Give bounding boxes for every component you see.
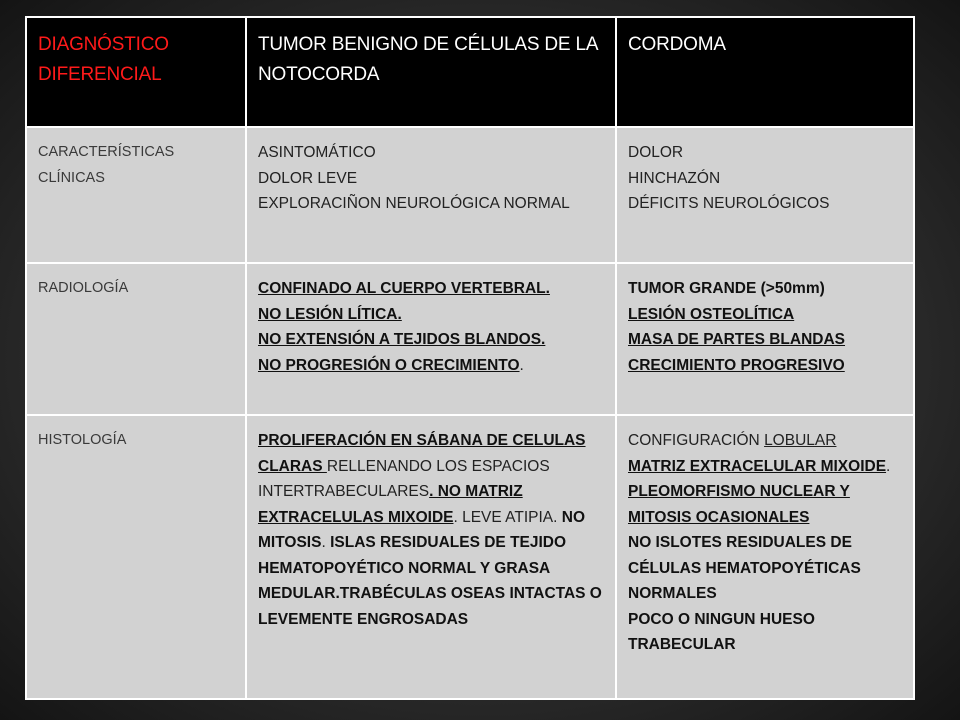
list-item: TUMOR GRANDE (>50mm) (628, 280, 825, 297)
cell-benign-radiologia (246, 263, 616, 415)
text-segment: NO MITOSIS (258, 508, 585, 551)
row-label-radiologia: RADIOLOGÍA (26, 263, 246, 415)
list-item (628, 454, 903, 480)
header-cordoma: CORDOMA (616, 17, 914, 127)
text-segment: . NO MATRIZ EXTRACELULAS MIXOIDE (258, 483, 523, 526)
cell-cordoma-histologia (616, 415, 914, 699)
list-item (628, 428, 903, 454)
list-item: ASINTOMÁTICO (258, 144, 376, 161)
differential-diagnosis-table (25, 16, 915, 700)
list-item: EXPLORACIÑON NEUROLÓGICA NORMAL (258, 195, 570, 212)
text-segment: . LEVE ATIPIA. (453, 508, 562, 526)
table-row (26, 415, 914, 699)
row-label-histologia: HISTOLOGÍA (26, 415, 246, 699)
text-segment: RELLENANDO LOS ESPACIOS INTERTRABECULARES (258, 457, 550, 500)
cell-cordoma-radiologia (616, 263, 914, 415)
text-segment: MATRIZ EXTRACELULAR MIXOIDE (628, 457, 887, 475)
list-item: NO LESIÓN LÍTICA. (258, 305, 402, 323)
list-item: HINCHAZÓN (628, 169, 721, 187)
cell-cordoma-clinicas (616, 127, 914, 263)
list-item: MASA DE PARTES BLANDAS (628, 331, 846, 348)
table-header-row (26, 17, 914, 127)
period-text: . (519, 356, 524, 374)
row-label-clinicas: CARACTERÍSTICAS CLÍNICAS (26, 127, 246, 263)
list-item: LESIÓN OSTEOLÍTICA (628, 305, 795, 323)
list-item: DOLOR (628, 144, 684, 161)
text-segment: PROLIFERACIÓN EN SÁBANA DE CELULAS CLARAS (258, 432, 586, 475)
table-row (26, 127, 914, 263)
list-item: NO ISLOTES RESIDUALES DE CÉLULAS HEMATOPOYÉTICAS NORMALES (628, 534, 861, 602)
text-segment: ISLAS RESIDUALES DE TEJIDO HEMATOPOYÉTICO NORMAL Y GRASA MEDULAR.TRABÉCULAS OSEAS INTACTAS O LEVEMENTE ENGROSADAS (258, 534, 602, 628)
text-segment: LOBULAR (764, 432, 837, 449)
table-row (26, 263, 914, 415)
list-item (258, 353, 605, 379)
list-item: CRECIMIENTO PROGRESIVO (628, 356, 845, 374)
list-item: DOLOR LEVE (258, 169, 358, 187)
text-segment: . (886, 457, 891, 475)
list-item: NO EXTENSIÓN A TEJIDOS BLANDOS. (258, 331, 546, 348)
list-item: POCO O NINGUN HUESO TRABECULAR (628, 610, 815, 653)
list-item: PLEOMORFISMO NUCLEAR Y MITOSIS OCASIONALES (628, 483, 850, 526)
progression-text: NO PROGRESIÓN O CRECIMIENTO (258, 356, 520, 374)
list-item: DÉFICITS NEUROLÓGICOS (628, 195, 830, 212)
text-segment: CONFIGURACIÓN (628, 432, 765, 449)
text-segment: . (321, 534, 331, 551)
list-item: CONFINADO AL CUERPO VERTEBRAL. (258, 280, 550, 297)
header-diagnostico: DIAGNÓSTICO DIFERENCIAL (26, 17, 246, 127)
header-tumor-benigno: TUMOR BENIGNO DE CÉLULAS DE LA NOTOCORDA (246, 17, 616, 127)
cell-benign-histologia (246, 415, 616, 699)
cell-benign-clinicas (246, 127, 616, 263)
